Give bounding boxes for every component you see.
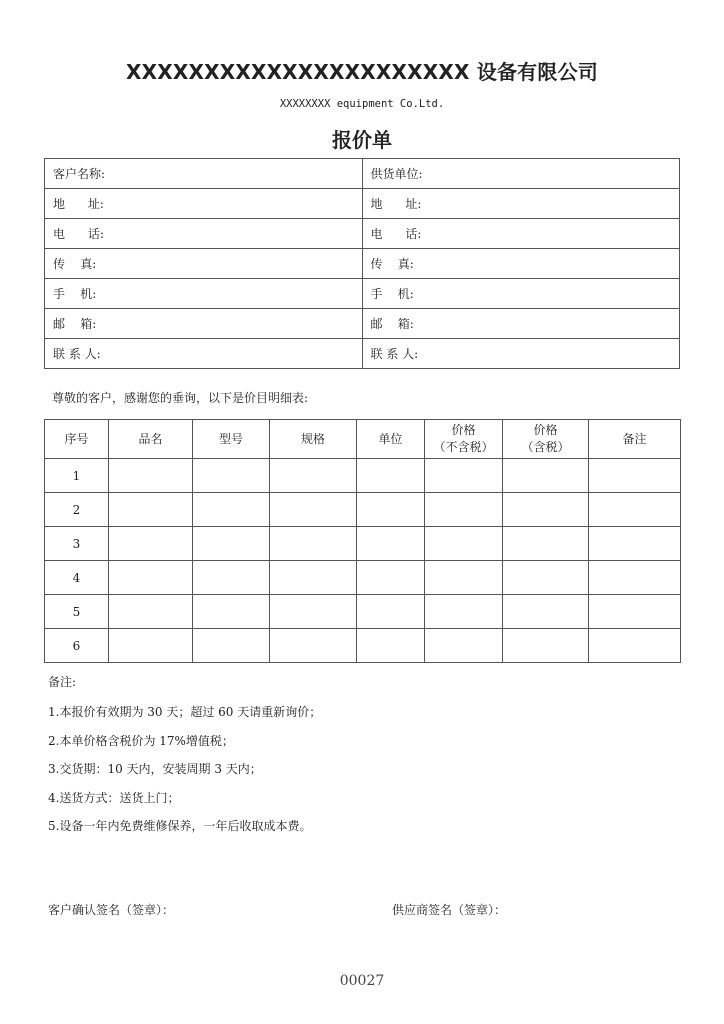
table-cell (425, 493, 503, 527)
table-cell (425, 459, 503, 493)
row-number-cell: 2 (45, 493, 109, 527)
customer-field-label: 客户名称: (45, 159, 363, 189)
table-cell (357, 561, 425, 595)
customer-signature-label: 客户确认签名（签章）： (48, 903, 175, 917)
supplier-field-label: 联 系 人: (362, 339, 680, 369)
supplier-field-label: 手 机: (362, 279, 680, 309)
table-cell (503, 629, 589, 663)
table-row (45, 527, 681, 561)
table-cell (357, 527, 425, 561)
table-cell (589, 629, 681, 663)
table-cell (193, 459, 270, 493)
table-cell (503, 459, 589, 493)
table-cell (589, 459, 681, 493)
customer-field-label: 联 系 人: (45, 339, 363, 369)
column-header (503, 420, 589, 459)
column-header-label: 型号 (218, 431, 243, 446)
table-cell (357, 629, 425, 663)
supplier-field-label: 电 话: (362, 219, 680, 249)
column-header (357, 420, 425, 459)
contact-info-table (44, 158, 680, 369)
supplier-field-label: 传 真: (362, 249, 680, 279)
table-cell (357, 595, 425, 629)
table-cell (503, 561, 589, 595)
column-header (270, 420, 357, 459)
customer-field-label: 邮 箱: (45, 309, 363, 339)
note-item: 1.本报价有效期为 30 天；超过 60 天请重新询价； (48, 705, 322, 719)
table-cell (503, 595, 589, 629)
table-cell (270, 629, 357, 663)
column-header (425, 420, 503, 459)
table-cell (193, 595, 270, 629)
company-name-en: XXXXXXXX equipment Co.Ltd. (279, 98, 445, 110)
table-row (45, 459, 681, 493)
table-header-row (45, 420, 681, 459)
table-cell (270, 459, 357, 493)
note-item: 3.交货期：10 天内，安装周期 3 天内； (48, 762, 262, 776)
table-cell (270, 527, 357, 561)
notes-title: 备注: (48, 675, 77, 689)
table-cell (357, 459, 425, 493)
table-row (45, 595, 681, 629)
customer-field-label: 手 机: (45, 279, 363, 309)
note-item: 2.本单价格含税价为 17%增值税； (48, 734, 234, 748)
column-header (193, 420, 270, 459)
note-item: 4.送货方式：送货上门； (48, 791, 180, 805)
table-cell (270, 595, 357, 629)
supplier-field-label: 地 址: (362, 189, 680, 219)
table-cell (425, 561, 503, 595)
column-header (45, 420, 109, 459)
table-cell (193, 629, 270, 663)
column-header-label: 价格 (451, 423, 476, 437)
table-cell (193, 493, 270, 527)
supplier-field-label: 邮 箱: (362, 309, 680, 339)
table-cell (425, 629, 503, 663)
column-header-label: 备注 (622, 431, 647, 446)
row-number-cell: 6 (45, 629, 109, 663)
column-header-label: 规格 (300, 431, 325, 446)
table-cell (109, 595, 193, 629)
column-header-label: 序号 (64, 431, 89, 446)
document-title: 报价单 (332, 128, 392, 152)
info-row (45, 189, 680, 219)
table-cell (109, 561, 193, 595)
supplier-signature-label: 供应商签名（签章）： (392, 903, 507, 917)
table-cell (193, 527, 270, 561)
table-cell (193, 561, 270, 595)
info-row (45, 249, 680, 279)
table-cell (503, 527, 589, 561)
table-cell (109, 459, 193, 493)
table-row (45, 493, 681, 527)
column-header (589, 420, 681, 459)
info-row (45, 219, 680, 249)
column-header-sublabel: （不含税） (433, 440, 494, 454)
customer-field-label: 传 真: (45, 249, 363, 279)
row-number-cell: 5 (45, 595, 109, 629)
page-number: 00027 (339, 973, 385, 989)
info-row (45, 279, 680, 309)
table-cell (589, 595, 681, 629)
table-cell (425, 595, 503, 629)
column-header-label: 品名 (138, 431, 163, 446)
row-number-cell: 1 (45, 459, 109, 493)
note-item: 5.设备一年内免费维修保养，一年后收取成本费。 (48, 819, 312, 833)
customer-field-label: 地 址: (45, 189, 363, 219)
table-row (45, 629, 681, 663)
table-cell (109, 493, 193, 527)
column-header (109, 420, 193, 459)
table-cell (109, 629, 193, 663)
info-row (45, 159, 680, 189)
row-number-cell: 3 (45, 527, 109, 561)
table-cell (503, 493, 589, 527)
greeting-text: 尊敬的客户，感谢您的垂询，以下是价目明细表: (52, 391, 309, 405)
table-cell (425, 527, 503, 561)
table-row (45, 561, 681, 595)
table-cell (589, 561, 681, 595)
column-header-label: 单位 (378, 431, 403, 446)
table-cell (589, 527, 681, 561)
column-header-sublabel: （含税） (521, 440, 570, 454)
info-row (45, 309, 680, 339)
table-cell (270, 561, 357, 595)
column-header-label: 价格 (533, 423, 558, 437)
table-cell (270, 493, 357, 527)
price-list-table (44, 419, 681, 663)
customer-field-label: 电 话: (45, 219, 363, 249)
supplier-field-label: 供货单位: (362, 159, 680, 189)
company-name-cn: XXXXXXXXXXXXXXXXXXXXXX 设备有限公司 (125, 60, 598, 84)
info-row (45, 339, 680, 369)
table-cell (109, 527, 193, 561)
row-number-cell: 4 (45, 561, 109, 595)
table-cell (357, 493, 425, 527)
table-cell (589, 493, 681, 527)
